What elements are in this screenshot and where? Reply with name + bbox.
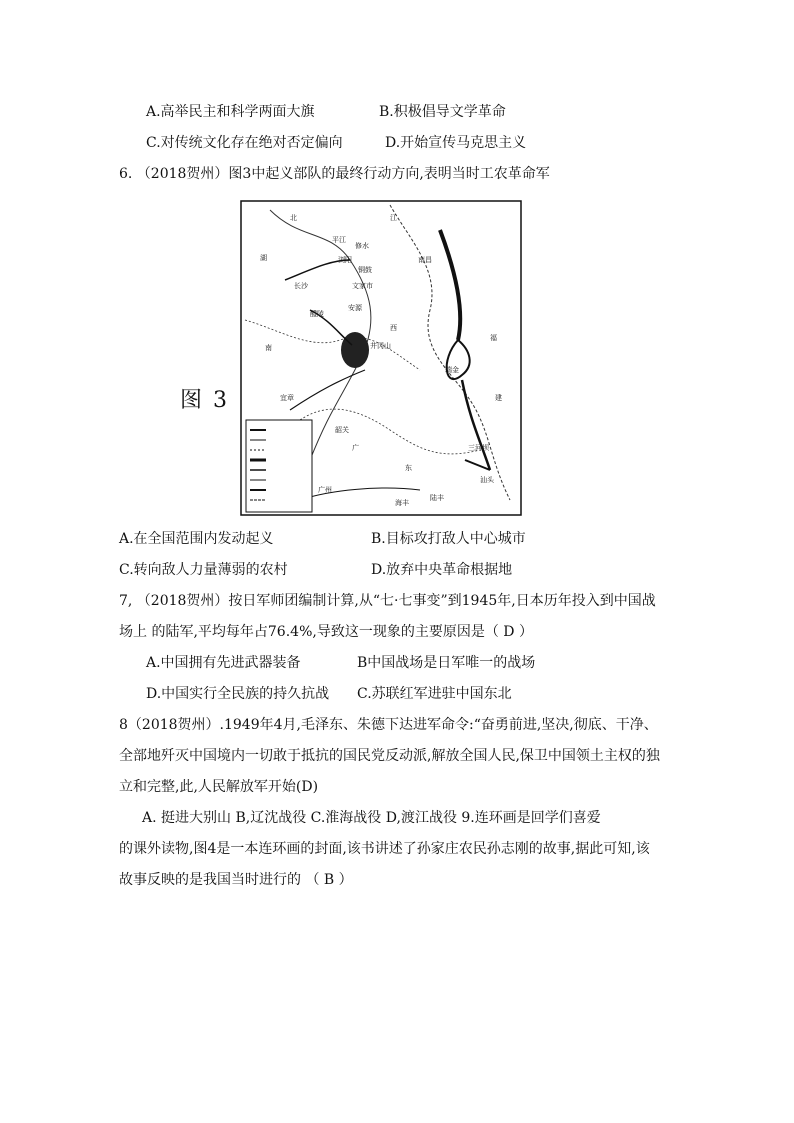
q7-option-a: A.中国拥有先进武器装备	[146, 655, 301, 671]
map-legend	[246, 420, 312, 512]
map-label-yingtan: 瑞金	[445, 366, 459, 374]
map-label-nanchang: 南昌	[418, 256, 432, 264]
map-label-liling: 醴陵	[310, 310, 324, 318]
q7-stem-line1: 7, （2018贺州）按日军师团编制计算,从“七·七事变”到1945年,日本历年投入到中国战	[119, 593, 656, 609]
q8-options-line: A. 挺进大别山 B,辽沈战役 C.淮海战役 D,渡江战役 9.连环画是回学们喜爱	[142, 810, 601, 826]
map-svg	[240, 200, 522, 516]
figure-3-label: 图 3	[180, 388, 229, 413]
map-label-wenjiashi: 文家市	[352, 282, 373, 290]
map-label-anyuan: 安源	[348, 304, 362, 312]
base-area-jinggang	[341, 332, 369, 368]
map-label-jinggang: 井冈山	[370, 342, 391, 350]
q5-option-c: C.对传统文化存在绝对否定偏向	[146, 135, 343, 151]
q7-option-c: C.苏联红军进驻中国东北	[357, 686, 512, 702]
map-label-tonggu: 铜鼓	[358, 266, 372, 274]
map-label-sanheba: 三河坝	[468, 444, 489, 452]
map-label-xi: 西	[390, 324, 397, 332]
map-label-changsha: 长沙	[294, 282, 308, 290]
map-label-guangzhou: 广州	[318, 486, 332, 494]
q5-option-a: A.高举民主和科学两面大旗	[146, 104, 315, 120]
map-label-haifeng: 海丰	[395, 499, 409, 507]
q6-option-d: D.放弃中央革命根据地	[371, 562, 513, 578]
q5-option-b: B.积极倡导文学革命	[379, 104, 506, 120]
q6-option-a: A.在全国范围内发动起义	[119, 531, 274, 547]
q7-option-d: D.中国实行全民族的持久抗战	[146, 686, 330, 702]
map-label-dong: 东	[405, 464, 412, 472]
map-label-fu: 福	[490, 334, 497, 342]
map-figure-3	[240, 200, 522, 516]
q6-option-b: B.目标攻打敌人中心城市	[371, 531, 526, 547]
q8-line3: 立和完整,此,人民解放军开始(D)	[119, 779, 319, 795]
map-label-pingjiang: 平江	[332, 236, 346, 244]
q6-stem: 6. （2018贺州）图3中起义部队的最终行动方向,表明当时工农革命军	[119, 166, 550, 182]
map-label-hu: 湖	[260, 254, 267, 262]
map-label-liuyang: 浏阳	[338, 256, 352, 264]
map-label-bei: 北	[290, 214, 297, 222]
map-label-guang: 广	[352, 444, 359, 452]
q8-line2: 全部地歼灭中国境内一切敢于抵抗的国民党反动派,解放全国人民,保卫中国领土主权的独	[119, 748, 660, 764]
map-label-yizhang: 宜章	[280, 394, 294, 402]
map-label-shantou: 汕头	[480, 476, 494, 484]
map-label-jian: 建	[495, 394, 502, 402]
map-label-shaoguan: 韶关	[335, 426, 349, 434]
map-label-xiushui: 修水	[355, 242, 369, 250]
q7-stem-line2: 场上 的陆军,平均每年占76.4%,导致这一现象的主要原因是（ D ）	[119, 624, 533, 640]
q5-option-d: D.开始宣传马克思主义	[385, 135, 527, 151]
q6-option-c: C.转向敌人力量薄弱的农村	[119, 562, 288, 578]
q7-option-b: B中国战场是日军唯一的战场	[357, 655, 536, 671]
map-label-nan: 南	[265, 344, 272, 352]
q9-stem-line1: 的课外读物,图4是一本连环画的封面,该书讲述了孙家庄农民孙志刚的故事,据此可知,该	[119, 841, 650, 857]
map-label-jiang: 江	[390, 214, 397, 222]
q8-line1: 8（2018贺州）.1949年4月,毛泽东、朱德下达进军命令:“奋勇前进,坚决,彻底、干净、	[119, 717, 658, 733]
q9-stem-line2: 故事反映的是我国当时进行的 （ B ）	[119, 872, 353, 888]
map-label-lufeng: 陆丰	[430, 494, 444, 502]
